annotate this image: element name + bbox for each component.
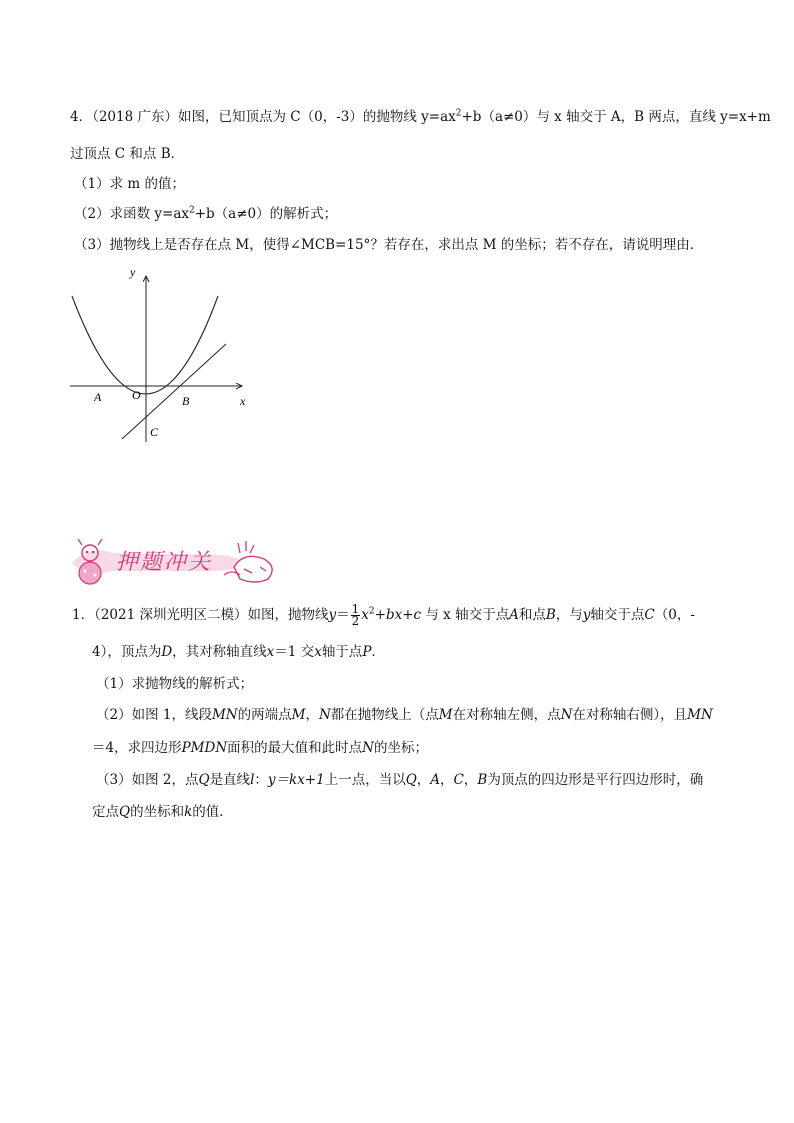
parabola-curve xyxy=(72,296,218,394)
parabola-figure xyxy=(64,262,264,447)
fraction-one-half: $\frac{1}{2}$ xyxy=(351,602,360,628)
problem-4-part-3: （3）抛物线上是否存在点 M，使得∠MCB=15°？若存在，求出点 M 的坐标；若不存在，请说明理由． xyxy=(74,237,704,253)
problem-1-part-1: （1）求抛物线的解析式； xyxy=(96,676,254,692)
problem-4-stem-line-1: 4．（2018 广东）如图，已知顶点为 C（0，-3）的抛物线 $y=ax^2+b(a\ne 0)$与 x 轴交于 A，B 两点，直线 y=x+m xyxy=(70,108,771,125)
label-o: O xyxy=(132,388,141,402)
label-y: y xyxy=(130,265,136,279)
problem-4-stem-line-2: 过顶点 C 和点 B． xyxy=(70,146,185,162)
section-title: 押题冲关 xyxy=(116,550,213,575)
label-b: B xyxy=(182,394,190,408)
problem-1-part-3-line-1: （3）如图 2，点Q是直线l：y＝kx+1上一点，当以Q，A，C，B为顶点的四边形是平行四边形时，确 xyxy=(96,772,704,788)
problem-1-part-2-line-1: （2）如图 1，线段MN的两端点M，N都在抛物线上（点M在对称轴左侧，点N在对称轴右侧），且MN xyxy=(96,707,713,723)
label-c: C xyxy=(150,425,159,439)
problem-4-part-1: （1）求 m 的值； xyxy=(74,176,185,192)
problem-1-stem-line-2: 4），顶点为D，其对称轴直线x＝1 交x轴于点P． xyxy=(92,644,385,660)
problem-1-stem-line-1: 1．（2021 深圳光明区二模）如图，抛物线y＝ $\frac{1}{2}$ $x^2+bx+c$ 与 x 轴交于点A和点B，与y轴交于点C（0，- xyxy=(72,602,695,628)
problem-1-part-3-line-2: 定点Q的坐标和k的值． xyxy=(92,804,233,820)
label-x: x xyxy=(240,394,246,408)
label-a: A xyxy=(94,390,102,404)
problem-4-part-2: （2）求函数 $y=ax^2+b(a\ne 0)$的解析式； xyxy=(74,205,338,222)
problem-1-part-2-line-2: ＝4，求四边形PMDN面积的最大值和此时点N的坐标； xyxy=(92,740,428,756)
